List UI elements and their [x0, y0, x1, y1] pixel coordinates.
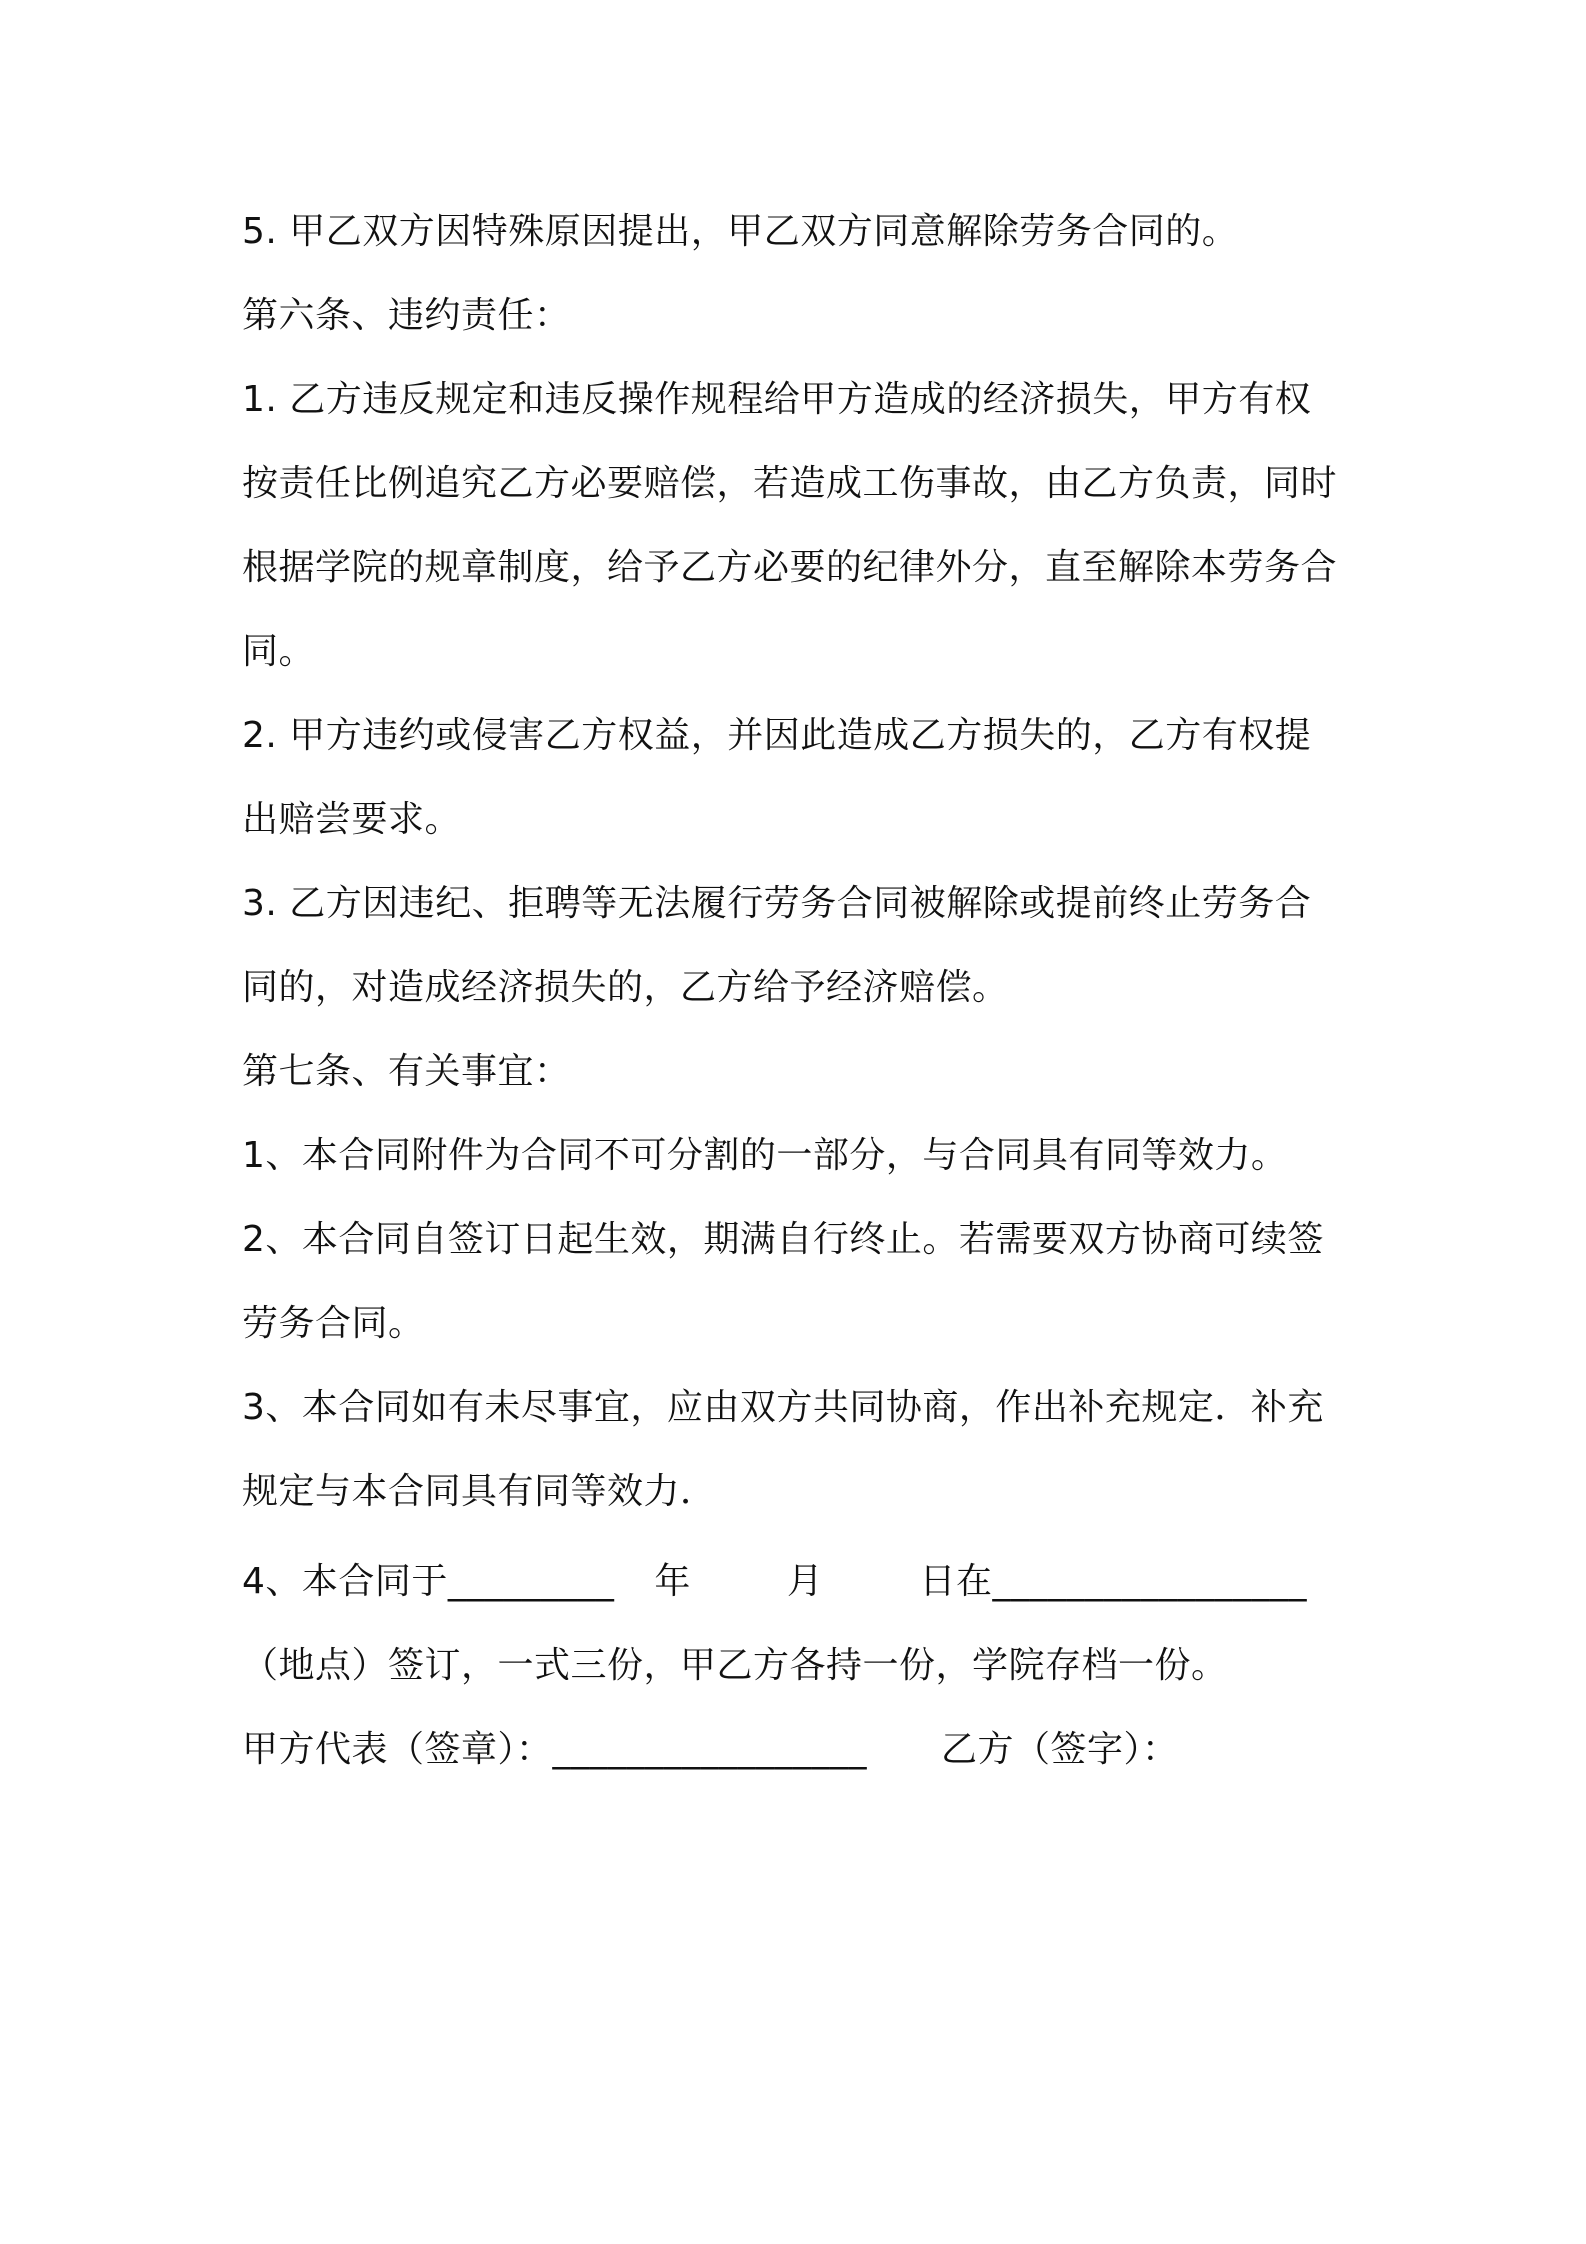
- article-6-heading: 第六条、违约责任：: [242, 295, 571, 336]
- article-7-item-4-line-2: （地点）签订，一式三份，甲乙方各持一份，学院存档一份。: [242, 1645, 1228, 1686]
- article-6-item-3-line-1: 3. 乙方因违纪、拒聘等无法履行劳务合同被解除或提前终止劳务合: [242, 883, 1312, 924]
- signature-line: [242, 1726, 1362, 1774]
- article-7-item-3-line-2: 规定与本合同具有同等效力．: [242, 1471, 717, 1512]
- date-clause-month: 月: [786, 1561, 824, 1602]
- article-6-item-1-line-1: 1. 乙方违反规定和违反操作规程给甲方造成的经济损失，甲方有权: [242, 379, 1312, 420]
- date-clause-prefix: 4、本合同于_________: [242, 1561, 615, 1602]
- date-clause-year: 年: [654, 1561, 691, 1602]
- clause-5-line: 5. 甲乙双方因特殊原因提出，甲乙双方同意解除劳务合同的。: [242, 211, 1239, 252]
- article-6-item-2-line-2: 出赔尝要求。: [242, 799, 462, 840]
- article-6-item-2-line-1: 2. 甲方违约或侵害乙方权益，并因此造成乙方损失的，乙方有权提: [242, 715, 1312, 756]
- article-6-item-1-line-2: 按责任比例追究乙方必要赔偿，若造成工伤事故，由乙方负责，同时: [242, 463, 1338, 504]
- date-clause-day-place: 日在_________________: [919, 1561, 1307, 1602]
- article-6-item-1-line-3: 根据学院的规章制度，给予乙方必要的纪律外分，直至解除本劳务合: [242, 547, 1338, 588]
- article-7-item-2-line-1: 2、本合同自签订日起生效，期满自行终止。若需要双方协商可续签: [242, 1219, 1324, 1260]
- article-6-item-1-line-4: 同。: [242, 631, 316, 672]
- article-6-item-3-line-2: 同的，对造成经济损失的，乙方给予经济赔偿。: [242, 967, 1009, 1008]
- party-b-signature: 乙方（签字）：: [941, 1729, 1179, 1770]
- article-7-item-1-line-1: 1、本合同附件为合同不可分割的一部分，与合同具有同等效力。: [242, 1135, 1288, 1176]
- article-7-item-4-line-1: [242, 1558, 1362, 1606]
- article-7-item-3-line-1: 3、本合同如有未尽事宜，应由双方共同协商，作出补充规定．补充: [242, 1387, 1324, 1428]
- article-7-item-2-line-2: 劳务合同。: [242, 1303, 425, 1344]
- party-a-signature: 甲方代表（签章）：_________________: [242, 1729, 868, 1770]
- article-7-heading: 第七条、有关事宜：: [242, 1051, 571, 1092]
